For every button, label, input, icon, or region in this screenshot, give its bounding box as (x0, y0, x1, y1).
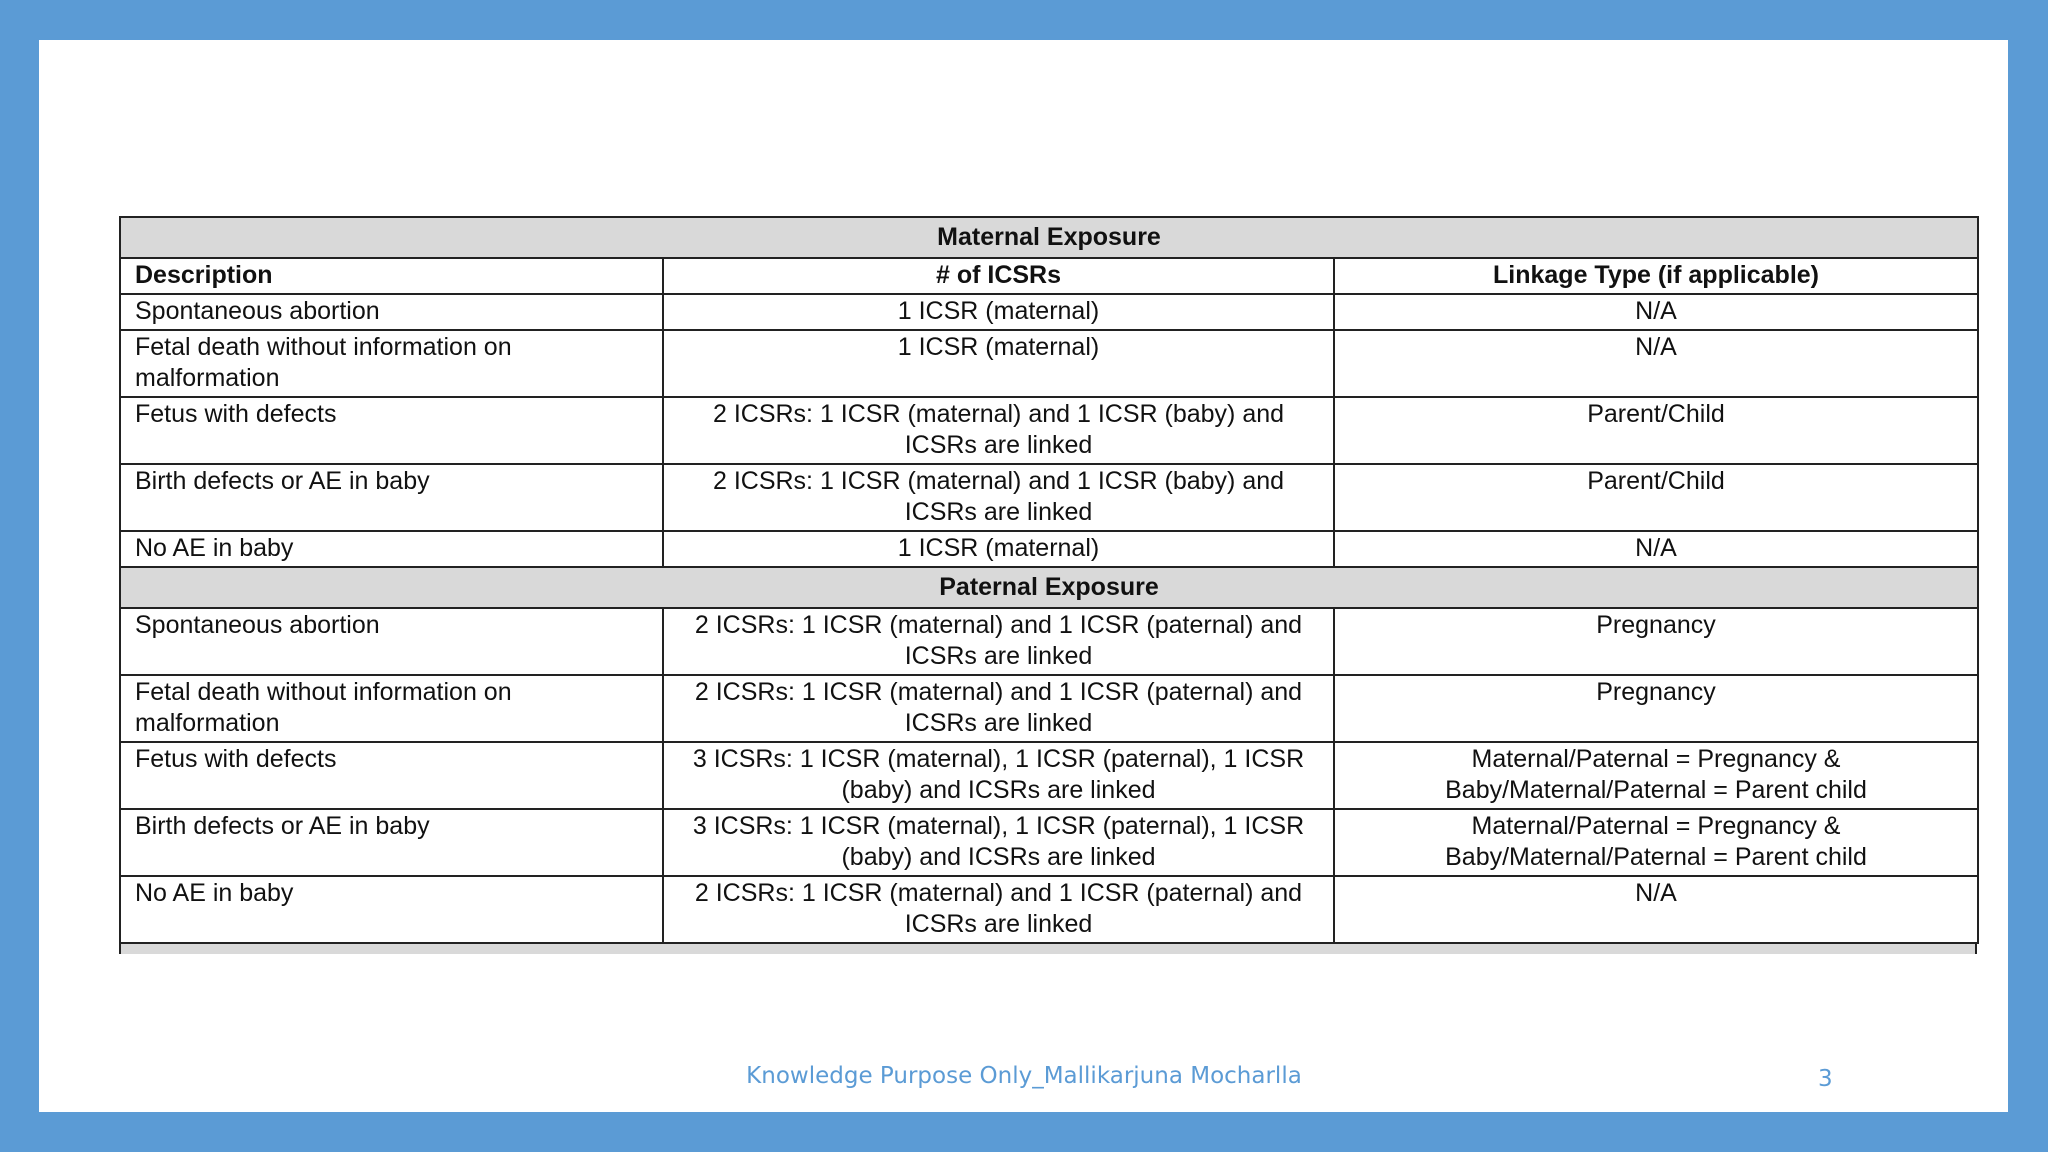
row-linkage: N/A (1334, 531, 1978, 567)
table-row (120, 294, 1978, 330)
slide-number: 3 (1818, 1066, 1833, 1092)
row-description: No AE in baby (120, 531, 663, 567)
table-bottom-strip (119, 944, 1977, 954)
row-icsrs: 2 ICSRs: 1 ICSR (maternal) and 1 ICSR (paternal) and ICSRs are linked (663, 876, 1334, 943)
table-row (120, 675, 1978, 742)
row-description: Birth defects or AE in baby (120, 464, 663, 531)
row-linkage: Pregnancy (1334, 608, 1978, 675)
row-linkage: Parent/Child (1334, 397, 1978, 464)
row-linkage: Parent/Child (1334, 464, 1978, 531)
table-row (120, 876, 1978, 943)
row-description: Spontaneous abortion (120, 294, 663, 330)
row-linkage: Pregnancy (1334, 675, 1978, 742)
row-linkage: N/A (1334, 294, 1978, 330)
row-icsrs: 3 ICSRs: 1 ICSR (maternal), 1 ICSR (paternal), 1 ICSR (baby) and ICSRs are linked (663, 809, 1334, 876)
row-icsrs: 2 ICSRs: 1 ICSR (maternal) and 1 ICSR (baby) and ICSRs are linked (663, 464, 1334, 531)
table-row (120, 330, 1978, 397)
table-row (120, 809, 1978, 876)
table-row (120, 742, 1978, 809)
row-icsrs: 2 ICSRs: 1 ICSR (maternal) and 1 ICSR (paternal) and ICSRs are linked (663, 608, 1334, 675)
table-row (120, 531, 1978, 567)
row-linkage: Maternal/Paternal = Pregnancy & Baby/Maternal/Paternal = Parent child (1334, 809, 1978, 876)
footer-text: Knowledge Purpose Only_Mallikarjuna Mocharlla (746, 1063, 1302, 1089)
row-description: Fetal death without information on malformation (120, 330, 663, 397)
row-linkage: N/A (1334, 876, 1978, 943)
table-row (120, 397, 1978, 464)
column-header-icsrs: # of ICSRs (663, 258, 1334, 294)
row-description: Fetus with defects (120, 397, 663, 464)
row-linkage: N/A (1334, 330, 1978, 397)
row-linkage: Maternal/Paternal = Pregnancy & Baby/Maternal/Paternal = Parent child (1334, 742, 1978, 809)
exposure-table-wrapper (119, 216, 1977, 954)
row-description: Fetus with defects (120, 742, 663, 809)
row-description: Fetal death without information on malformation (120, 675, 663, 742)
row-description: No AE in baby (120, 876, 663, 943)
column-header-linkage: Linkage Type (if applicable) (1334, 258, 1978, 294)
row-icsrs: 2 ICSRs: 1 ICSR (maternal) and 1 ICSR (paternal) and ICSRs are linked (663, 675, 1334, 742)
row-icsrs: 1 ICSR (maternal) (663, 531, 1334, 567)
maternal-section-row (120, 217, 1978, 258)
paternal-section-title: Paternal Exposure (120, 567, 1978, 608)
row-description: Spontaneous abortion (120, 608, 663, 675)
column-header-row (120, 258, 1978, 294)
table-row (120, 464, 1978, 531)
row-icsrs: 1 ICSR (maternal) (663, 330, 1334, 397)
paternal-section-row (120, 567, 1978, 608)
row-icsrs: 2 ICSRs: 1 ICSR (maternal) and 1 ICSR (baby) and ICSRs are linked (663, 397, 1334, 464)
maternal-section-title: Maternal Exposure (120, 217, 1978, 258)
slide (39, 40, 2008, 1112)
row-description: Birth defects or AE in baby (120, 809, 663, 876)
table-row (120, 608, 1978, 675)
exposure-table (119, 216, 1979, 944)
row-icsrs: 1 ICSR (maternal) (663, 294, 1334, 330)
row-icsrs: 3 ICSRs: 1 ICSR (maternal), 1 ICSR (paternal), 1 ICSR (baby) and ICSRs are linked (663, 742, 1334, 809)
column-header-description: Description (120, 258, 663, 294)
